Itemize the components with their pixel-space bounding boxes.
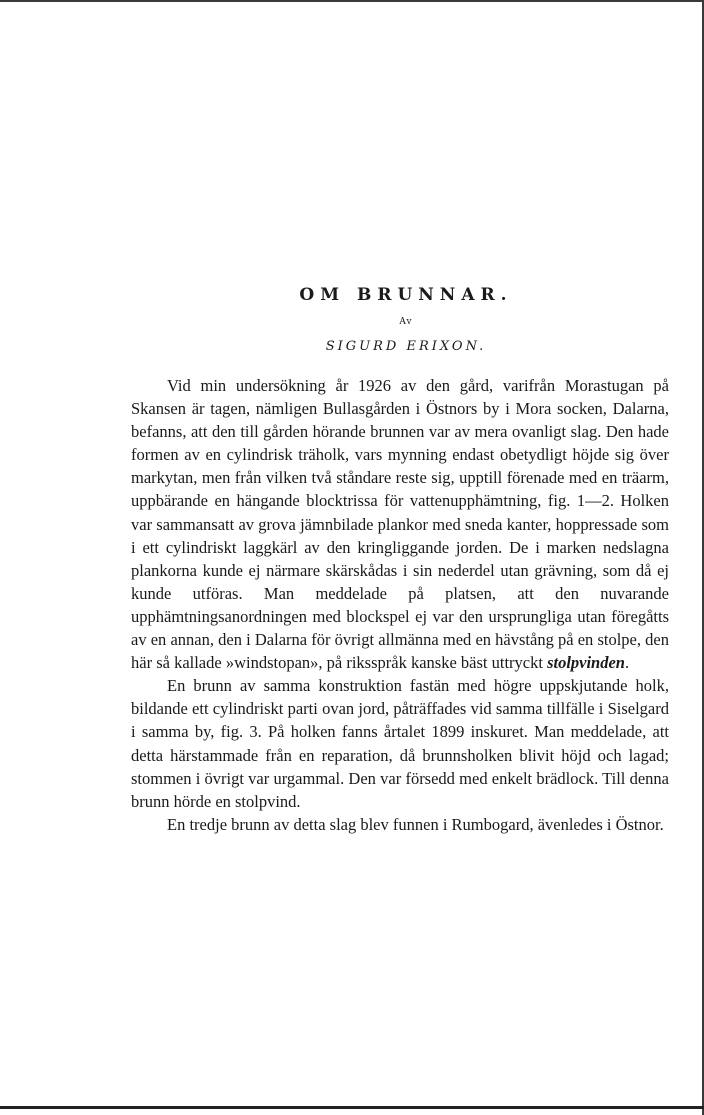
byline-prefix: Av (399, 317, 413, 327)
paragraph-1-emphasis: stolpvinden (547, 653, 625, 673)
article-title: OM BRUNNAR. (299, 285, 513, 305)
paragraph-1-end: . (625, 653, 630, 673)
scan-top-edge (0, 0, 704, 2)
article-page (131, 280, 669, 836)
paragraph-1 (131, 374, 669, 674)
paragraph-3: En tredje brunn av detta slag blev funnen i Rumbogard, ävenledes i Östnor. (167, 814, 664, 834)
scan-bottom-edge (0, 1106, 704, 1109)
paragraph-2: En brunn av samma konstruktion fastän med högre uppskjutande holk, bildande ett cylindriskt parti ovan jord, påträffades vid samma tillfälle i Siselgard i samma by, fig. 3. På holken fanns årtalet 1899 inskuret. Man meddelade, att detta härstammade från en reparation, då brunnsholken blivit höjd och lagad; stommen i övrigt var urgammal. Den var försedd med enkelt brädlock. Till denna brunn hörde en stolpvind. (131, 676, 669, 811)
author-name: SIGURD ERIXON. (325, 339, 487, 354)
paragraph-1-text: Vid min undersökning år 1926 av den gård, varifrån Morastugan på Skansen är tagen, nämligen Bullasgården i Östnors by i Mora socken, Dalarna, befanns, att den till gården hörande brunnen var av mera ovanligt slag. Den hade formen av en cylindrisk träholk, vars mynning endast obetydligt höjde sig över markytan, men från vilken två ståndare reste sig, upptill förenade med en träarm, uppbärande en hängande blocktrissa för vattenupphämtning, fig. 1—2. Holken var sammansatt av grova jämnbilade plankor med sneda kanter, hoppressade som i ett cylindriskt laggkärl av den kringliggande jorden. De i marken nedslagna plankorna kunde ej närmare skärskådas i sin nederdel utan grävning, som då ej kunde utföras. Man meddelade på platsen, att den nuvarande upphämtningsanordningen med blockspel ej var den ursprungliga utan föregåtts av en annan, den i Dalarna för övrigt allmänna med en hävstång på en stolpe, den här så kallade »windstopan», på riksspråk kanske bäst uttryckt (131, 376, 669, 673)
